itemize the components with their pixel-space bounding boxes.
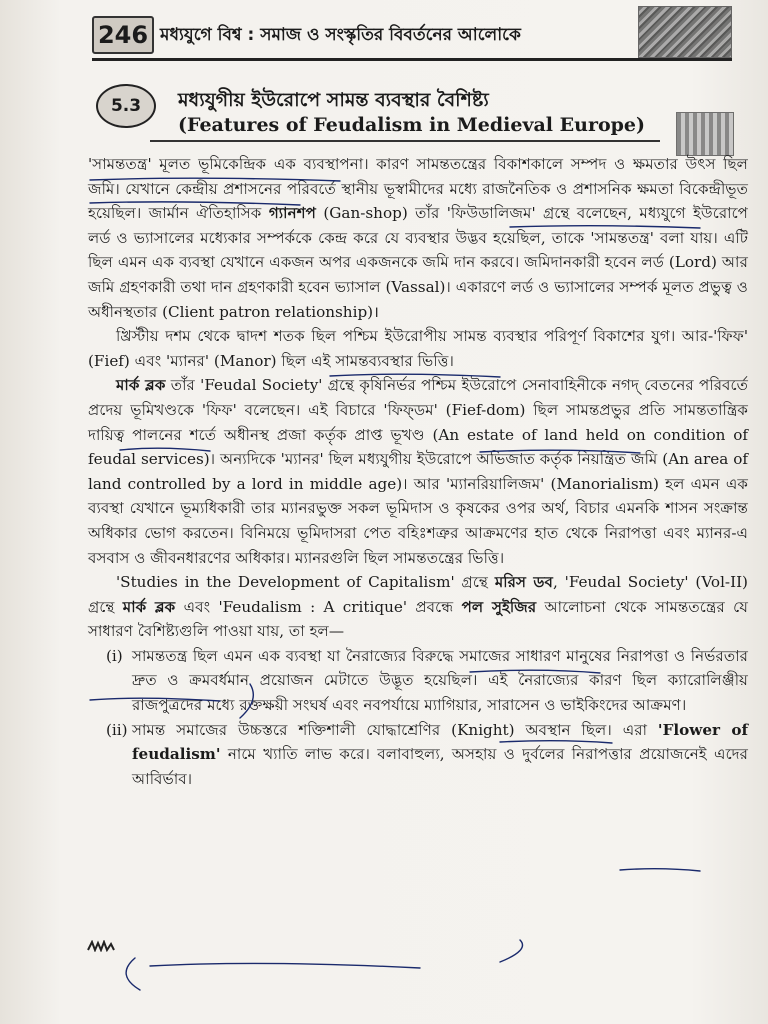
p1-text-b: (Gan-shop) তাঁর 'ফিউডালিজম' গ্রন্থে বলেছেন, মধ্যযুগে ইউরোপে লর্ড ও ভ্যাসালের মধ্যেকার সম্পর্ককে কেন্দ্র করে যে ব্যবস্থার উদ্ভব হয়েছিল, তাকে 'সামন্ততন্ত্র' বলা যায়। এটি ছিল এমন এক ব্যবস্থা যেখানে একজন অপর একজনকে জমি দান করবে। জমিদানকারী হবেন লর্ড (Lord) আর জমি গ্রহণকারী তথা দান গ্রহণকারী হবেন ভ্যাসাল (Vassal)। একারণে লর্ড ও ভ্যাসালের সম্পর্ক মূলত প্রভুত্ব ও অধীনস্থতার (Client patron relationship)। xyxy=(88,204,748,321)
paragraph-1 xyxy=(88,152,748,324)
p4-text-c: এবং 'Feudalism : A critique' প্রবন্ধে xyxy=(183,597,454,616)
list-item-text: সামন্ততন্ত্র ছিল এমন এক ব্যবস্থা যা নৈরাজ্যের বিরুদ্ধে সমাজের সাধারণ মানুষের নিরাপত্তা ও নির্ভরতার দ্রুত ও ক্রমবর্ধমান প্রয়োজন মেটাতে উদ্ভূত হয়েছিল। এই নৈরাজ্যের কারণ ছিল ক্যারোলিঞ্জীয় রাজপুত্রদের মধ্যে রক্তক্ষয়ী সংঘর্ষ এবং নবপর্যায়ে ম্যাগিয়ার, সারাসেন ও ভাইকিংদের আক্রমণ। xyxy=(132,646,748,715)
underline-mark xyxy=(150,963,420,968)
paragraph-2: খ্রিস্টীয় দশম থেকে দ্বাদশ শতক ছিল পশ্চিম ইউরোপীয় সামন্ত ব্যবস্থার পরিপূর্ণ বিকাশের যুগ। আর-'ফিফ' (Fief) এবং 'ম্যানর' (Manor) ছিল এই সামন্তব্যবস্থার ভিত্তি। xyxy=(88,327,748,370)
p1-author-name: গ্যানশপ xyxy=(268,204,316,223)
body-text xyxy=(88,152,748,791)
list-number: (i) xyxy=(106,646,123,665)
paragraph-3 xyxy=(88,373,748,570)
section-number-badge: 5.3 xyxy=(96,84,156,128)
list-item-text-b: নামে খ্যাতি লাভ করে। বলাবাহুল্য, অসহায় ও দুর্বলের নিরাপত্তার প্রয়োজনেই এদের আবির্ভাব। xyxy=(132,745,749,788)
section-rule xyxy=(150,140,660,142)
p3-author-name: মার্ক ব্লক xyxy=(116,376,166,395)
pen-arrow-mark xyxy=(126,958,140,990)
list-item xyxy=(88,644,748,718)
p4-text-b: , 'Feudal Society' (Vol-II) গ্রন্থে xyxy=(88,573,748,616)
p4-text-a: 'Studies in the Development of Capitalism' গ্রন্থে xyxy=(116,573,488,592)
page-number: 246 xyxy=(92,16,154,54)
list-number: (ii) xyxy=(106,720,128,739)
header-illustration xyxy=(638,6,732,58)
underline-mark xyxy=(620,869,700,871)
margin-doodle-icon xyxy=(86,940,116,952)
p4-author-bloch: মার্ক ব্লক xyxy=(122,597,176,616)
p4-author-sweezy: পল সুইজির xyxy=(461,597,537,616)
list-item xyxy=(88,718,748,792)
section-title-bengali: মধ্যযুগীয় ইউরোপে সামন্ত ব্যবস্থার বৈশিষ্ট্য xyxy=(178,89,489,111)
section-title-english: (Features of Feudalism in Medieval Europe) xyxy=(178,114,645,136)
list-item-bold: 'Flower of feudalism' xyxy=(132,720,749,764)
pen-curve-mark xyxy=(500,940,523,962)
list-item-text-a: সামন্ত সমাজের উচ্চস্তরে শক্তিশালী যোদ্ধাশ্রেণির (Knight) অবস্থান ছিল। এরা xyxy=(132,720,648,739)
feature-list xyxy=(88,644,748,792)
paragraph-4 xyxy=(88,570,748,644)
running-title: মধ্যযুগে বিশ্ব : সমাজ ও সংস্কৃতির বিবর্তনের আলোকে xyxy=(160,25,521,45)
section-illustration xyxy=(676,112,734,156)
p3-text: তাঁর 'Feudal Society' গ্রন্থে কৃষিনির্ভর পশ্চিম ইউরোপে সেনাবাহিনীকে নগদ্ বেতনের পরিবর্তে প্রদেয় ভূমিখণ্ডকে 'ফিফ' বলেছেন। এই বিচারে 'ফিফ্ডম' (Fief-dom) ছিল সামন্তপ্রভুর প্রতি সামন্ততান্ত্রিক দায়িত্ব পালনের শর্তে অধীনস্থ প্রজা কর্তৃক প্রাপ্ত ভূখণ্ড (An estate of land held on condition of feudal services)। অন্যদিকে 'ম্যানর' ছিল মধ্যযুগীয় ইউরোপে অভিজাত কর্তৃক নিয়ন্ত্রিত জমি (An area of land controlled by a lord in middle age)। আর 'ম্যানরিয়ালিজম' (Manorialism) হল এমন এক ব্যবস্থা যেখানে ভূম্যধিকারী তার ম্যানরভুক্ত সকল ভূমিদাস ও কৃষকের ওপর অর্থ, বিচার এমনকি শাসন সংক্রান্ত অধিকার ভোগ করতেন। বিনিময়ে ভূমিদাসরা পেত বহিঃশত্রুর আক্রমণের হাত থেকে নিরাপত্তা এবং ম্যানর-এ বসবাস ও জীবনধারণের অধিকার। ম্যানরগুলি ছিল সামন্ততন্ত্রের ভিত্তি। xyxy=(88,376,748,567)
p1-text: 'সামন্ততন্ত্র' মূলত ভূমিকেন্দ্রিক এক ব্যবস্থাপনা। কারণ সামন্ততন্ত্রের বিকাশকালে সম্পদ ও ক্ষমতার উৎস ছিল জমি। যেখানে কেন্দ্রীয় প্রশাসনের পরিবর্তে স্থানীয় ভূস্বামীদের মধ্যে রাজনৈতিক ও প্রশাসনিক ক্ষমতা বিকেন্দ্রীভূত হয়েছিল। জার্মান ঐতিহাসিক xyxy=(88,155,748,223)
p4-text-d: আলোচনা থেকে সামন্ততন্ত্রের যে সাধারণ বৈশিষ্ট্যগুলি পাওয়া যায়, তা হল— xyxy=(88,597,749,641)
running-header xyxy=(92,12,732,61)
p4-author-dobb: মরিস ডব xyxy=(494,573,553,592)
